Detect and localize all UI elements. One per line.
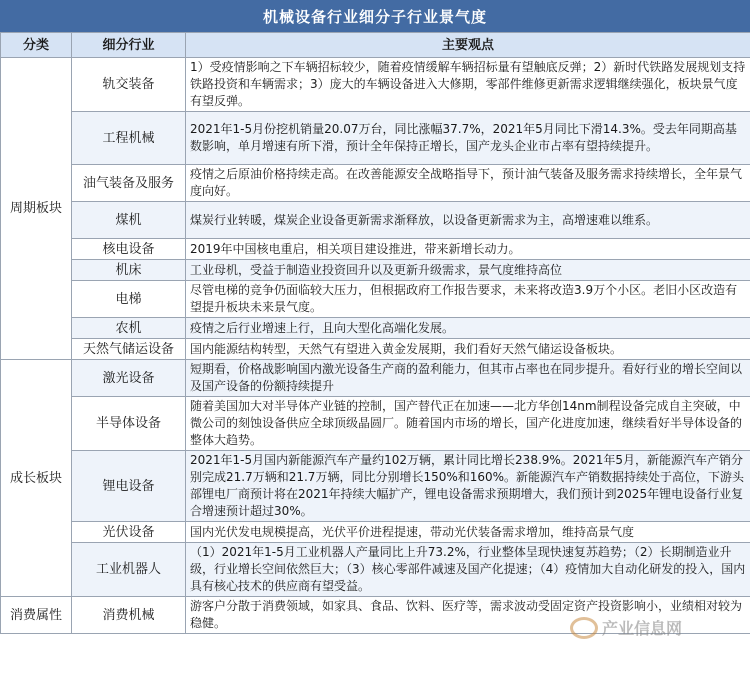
header-category: 分类 — [1, 33, 72, 58]
table-row — [1, 543, 750, 597]
table-row — [1, 339, 750, 360]
subindustry-cell: 激光设备 — [72, 360, 186, 397]
subindustry-cell: 机床 — [72, 260, 186, 281]
table-row — [1, 397, 750, 451]
view-cell: 游客户分散于消费领域，如家具、食品、饮料、医疗等，需求波动受固定资产投资影响小，业绩相对较为稳健。 — [186, 597, 750, 634]
view-cell: 随着美国加大对半导体产业链的控制，国产替代正在加速——北方华创14nm制程设备完成自主突破，中微公司的刻蚀设备供应全球顶级晶圆厂。随着国内市场的增长，国产化进度加速，继续看好半导体设备的整体大趋势。 — [186, 397, 750, 451]
subindustry-cell: 油气装备及服务 — [72, 165, 186, 202]
view-cell: 国内光伏发电规模提高，光伏平价进程提速，带动光伏装备需求增加，维持高景气度 — [186, 522, 750, 543]
table-row — [1, 522, 750, 543]
view-cell: 2021年1-5月国内新能源汽车产量约102万辆，累计同比增长238.9%。2021年5月，新能源汽车产销分别完成21.7万辆和21.7万辆，同比分别增长150%和160%。新能源汽车产销数据持续处于高位，下游头部锂电厂商预计将在2021年持续大幅扩产，锂电设备需求预期增大，我们预计到2025年锂电设备行业复合增速预计超过30%。 — [186, 451, 750, 522]
subindustry-cell: 轨交装备 — [72, 58, 186, 112]
view-cell: 工业母机，受益于制造业投资回升以及更新升级需求，景气度维持高位 — [186, 260, 750, 281]
table-row — [1, 451, 750, 522]
category-cell: 成长板块 — [1, 360, 72, 597]
table-row — [1, 360, 750, 397]
table-title: 机械设备行业细分子行业景气度 — [0, 0, 750, 32]
subindustry-cell: 半导体设备 — [72, 397, 186, 451]
category-cell: 周期板块 — [1, 58, 72, 360]
subindustry-cell: 核电设备 — [72, 239, 186, 260]
watermark-logo-icon — [570, 617, 598, 639]
table-row — [1, 112, 750, 165]
header-subindustry: 细分行业 — [72, 33, 186, 58]
subindustry-cell: 天然气储运设备 — [72, 339, 186, 360]
table-row — [1, 165, 750, 202]
header-view: 主要观点 — [186, 33, 750, 58]
view-cell: 2019年中国核电重启，相关项目建设推进，带来新增长动力。 — [186, 239, 750, 260]
view-cell: 国内能源结构转型，天然气有望进入黄金发展期，我们看好天然气储运设备板块。 — [186, 339, 750, 360]
view-cell: （1）2021年1-5月工业机器人产量同比上升73.2%，行业整体呈现快速复苏趋势；（2）长期制造业升级，行业增长空间依然巨大；（3）核心零部件减速及国产化提速；（4）疫情加大自动化研发的投入，国内具有核心技术的供应商有望受益。 — [186, 543, 750, 597]
header-row — [1, 33, 750, 58]
view-cell: 2021年1-5月份挖机销量20.07万台，同比涨幅37.7%，2021年5月同比下滑14.3%。受去年同期高基数影响，单月增速有所下滑，预计全年保持正增长，国产龙头企业市占率有望持续提升。 — [186, 112, 750, 165]
subindustry-cell: 工程机械 — [72, 112, 186, 165]
table-row — [1, 260, 750, 281]
view-cell: 尽管电梯的竞争仍面临较大压力，但根据政府工作报告要求，未来将改造3.9万个小区。老旧小区改造有望提升板块未来景气度。 — [186, 281, 750, 318]
view-cell: 疫情之后原油价格持续走高。在改善能源安全战略指导下，预计油气装备及服务需求持续增长，全年景气度向好。 — [186, 165, 750, 202]
table-row — [1, 318, 750, 339]
subindustry-cell: 农机 — [72, 318, 186, 339]
table-row — [1, 239, 750, 260]
watermark-text: 产业信息网 — [602, 619, 683, 638]
table-row — [1, 281, 750, 318]
table-row — [1, 58, 750, 112]
view-cell: 疫情之后行业增速上行，且向大型化高端化发展。 — [186, 318, 750, 339]
industry-table — [0, 32, 750, 634]
subindustry-cell: 煤机 — [72, 202, 186, 239]
subindustry-cell: 光伏设备 — [72, 522, 186, 543]
category-cell: 消费属性 — [1, 597, 72, 634]
view-cell: 短期看，价格战影响国内激光设备生产商的盈利能力，但其市占率也在同步提升。看好行业的增长空间以及国产设备的份额持续提升 — [186, 360, 750, 397]
table-row — [1, 202, 750, 239]
view-cell: 1）受疫情影响之下车辆招标较少，随着疫情缓解车辆招标量有望触底反弹；2）新时代铁路发展规划支持铁路投资和车辆需求；3）庞大的车辆设备进入大修期，零部件维修更新需求逻辑继续强化，板块景气度有望反弹。 — [186, 58, 750, 112]
subindustry-cell: 锂电设备 — [72, 451, 186, 522]
view-cell: 煤炭行业转暖，煤炭企业设备更新需求渐释放，以设备更新需求为主，高增速难以维系。 — [186, 202, 750, 239]
subindustry-cell: 电梯 — [72, 281, 186, 318]
subindustry-cell: 工业机器人 — [72, 543, 186, 597]
subindustry-cell: 消费机械 — [72, 597, 186, 634]
watermark — [570, 616, 682, 639]
